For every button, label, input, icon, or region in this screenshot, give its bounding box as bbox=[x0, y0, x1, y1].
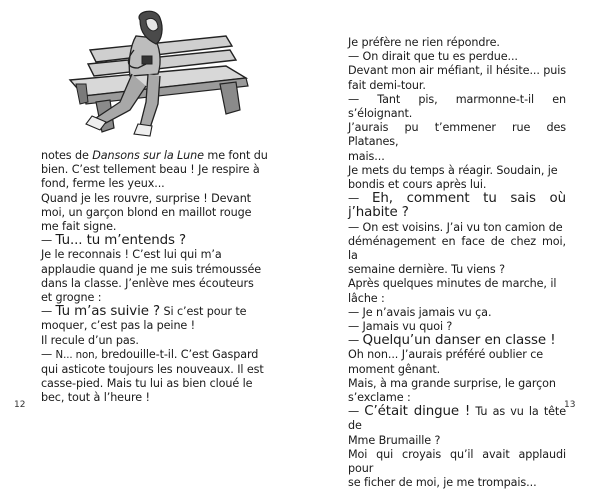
text-line: — Je n’avais jamais vu ça. bbox=[348, 305, 492, 319]
text-line: moquer, c’est pas la peine ! bbox=[41, 319, 196, 333]
dialogue-line: — C’était dingue ! Tu as vu la tête de bbox=[348, 404, 566, 433]
text-line: me fait signe. bbox=[41, 220, 117, 234]
text-line: se ficher de moi, je me trompais... bbox=[348, 476, 537, 490]
text-line: s’exclame : bbox=[348, 391, 411, 405]
text-line: Oh non... J’aurais préféré oublier ce bbox=[348, 348, 544, 362]
text-line: — On est voisins. J’ai vu ton camion de bbox=[348, 220, 563, 234]
text-line: Après quelques minutes de marche, il bbox=[348, 277, 557, 291]
text-line: fait demi-tour. bbox=[348, 78, 426, 92]
dialogue-line: — Tu... tu m’entends ? bbox=[41, 233, 187, 249]
girl-on-bench-illustration bbox=[50, 6, 260, 146]
text-line: applaudie quand je me suis trémoussée bbox=[41, 262, 262, 276]
text-line: dans la classe. J’enlève mes écouteurs bbox=[41, 276, 254, 290]
text-line: Moi qui croyais qu’il avait applaudi pour bbox=[348, 447, 566, 476]
page-number: 13 bbox=[564, 400, 576, 410]
text-line: Quand je les rouvre, surprise ! Devant bbox=[41, 191, 251, 205]
left-page bbox=[0, 0, 300, 423]
text-line: — Tant pis, marmonne-t-il en s’éloignant. bbox=[348, 92, 566, 121]
text-line: Je mets du temps à réagir. Soudain, je bbox=[348, 163, 558, 177]
text-line: moment gênant. bbox=[348, 362, 441, 376]
text-line: J’aurais pu t’emmener rue des Platanes, bbox=[348, 121, 566, 149]
text-line: Je le reconnais ! C’est lui qui m’a bbox=[41, 248, 222, 262]
text-line: déménagement en face de chez moi, la bbox=[348, 234, 566, 263]
right-page-text bbox=[348, 36, 566, 491]
text-line: qui asticote toujours les nouveaux. Il est bbox=[41, 363, 264, 377]
dialogue-line: — Eh, comment tu sais où j’habite ? bbox=[348, 191, 566, 221]
text-line: bec, tout à l’heure ! bbox=[41, 391, 150, 405]
text-line: lâche : bbox=[348, 291, 385, 305]
text-line: — Jamais vu quoi ? bbox=[348, 320, 453, 334]
text-line: — On dirait que tu es perdue... bbox=[348, 50, 518, 64]
dialogue-line: — Tu m’as suivie ? Si c’est pour te bbox=[41, 304, 247, 320]
text-line: Devant mon air méfiant, il hésite... puis bbox=[348, 64, 566, 78]
text-line: semaine dernière. Tu viens ? bbox=[348, 263, 505, 277]
text-line: Mme Brumaille ? bbox=[348, 433, 441, 447]
dialogue-line: — N... non, bredouille-t-il. C’est Gaspard bbox=[41, 347, 259, 361]
text-line: bondis et cours après lui. bbox=[348, 178, 487, 192]
text-line: mais... bbox=[348, 149, 385, 163]
page-number: 12 bbox=[14, 400, 26, 410]
text-line: casse-pied. Mais tu lui as bien cloué le bbox=[41, 377, 253, 391]
text-line: et grogne : bbox=[41, 291, 102, 305]
text-line: moi, un garçon blond en maillot rouge bbox=[41, 205, 252, 219]
text-line: fond, ferme les yeux... bbox=[41, 177, 165, 191]
text-line: notes de Dansons sur la Lune me font du bbox=[41, 149, 268, 162]
text-line: bien. C’est tellement beau ! Je respire à bbox=[41, 163, 260, 177]
dialogue-line: — Quelqu’un danser en classe ! bbox=[348, 333, 556, 349]
text-line: Je préfère ne rien répondre. bbox=[348, 36, 500, 49]
right-page bbox=[300, 0, 600, 490]
left-page-text bbox=[41, 149, 275, 406]
text-line: Il recule d’un pas. bbox=[41, 333, 139, 347]
text-line: Mais, à ma grande surprise, le garçon bbox=[348, 376, 556, 390]
